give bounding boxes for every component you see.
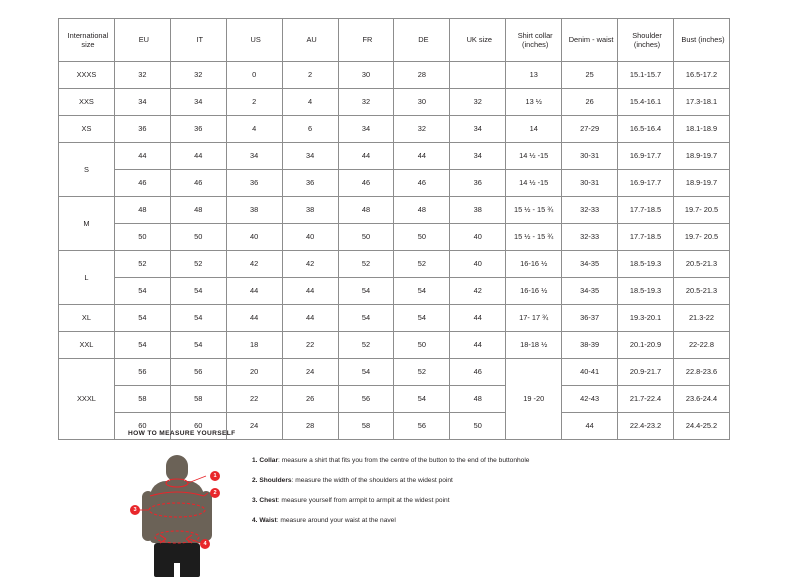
table-row	[59, 197, 730, 224]
table-row	[59, 116, 730, 143]
cell-de: 46	[394, 170, 450, 197]
cell-de: 30	[394, 89, 450, 116]
cell-eu: 54	[114, 305, 170, 332]
cell-uk-size: 50	[450, 413, 506, 440]
cell-fr: 48	[338, 197, 394, 224]
cell-shirt-collar: 16-16 ½	[506, 278, 562, 305]
cell-uk-size: 40	[450, 224, 506, 251]
callout-4-waist: 4	[200, 539, 210, 549]
cell-fr: 54	[338, 305, 394, 332]
cell-de: 32	[394, 116, 450, 143]
cell-it: 52	[170, 251, 226, 278]
cell-shirt-collar: 18-18 ½	[506, 332, 562, 359]
table-row	[59, 386, 730, 413]
cell-us: 44	[226, 305, 282, 332]
cell-denim-waist: 42-43	[562, 386, 618, 413]
cell-eu: 54	[114, 332, 170, 359]
cell-uk-size: 34	[450, 116, 506, 143]
callout-3-chest: 3	[130, 505, 140, 515]
table-body	[59, 62, 730, 440]
cell-it: 58	[170, 386, 226, 413]
cell-de: 50	[394, 332, 450, 359]
body-figure-illustration	[128, 447, 238, 577]
cell-denim-waist: 30-31	[562, 170, 618, 197]
cell-us: 18	[226, 332, 282, 359]
cell-au: 34	[282, 143, 338, 170]
cell-uk-size: 48	[450, 386, 506, 413]
cell-bust: 23.6-24.4	[673, 386, 729, 413]
table-row	[59, 224, 730, 251]
column-header-denim-waist: Denim - waist	[562, 19, 618, 62]
cell-shoulder: 18.5-19.3	[618, 278, 674, 305]
cell-fr: 34	[338, 116, 394, 143]
cell-eu: 50	[114, 224, 170, 251]
cell-shoulder: 15.4-16.1	[618, 89, 674, 116]
cell-shirt-collar: 19 -20	[506, 359, 562, 440]
cell-bust: 18.9-19.7	[673, 170, 729, 197]
cell-shirt-collar: 17- 17 ¾	[506, 305, 562, 332]
cell-uk-size: 40	[450, 251, 506, 278]
cell-shoulder: 16.9-17.7	[618, 170, 674, 197]
how-to-measure-section	[128, 430, 768, 577]
cell-shoulder: 22.4-23.2	[618, 413, 674, 440]
cell-au: 4	[282, 89, 338, 116]
table-row	[59, 89, 730, 116]
callout-1-collar: 1	[210, 471, 220, 481]
cell-bust: 18.9-19.7	[673, 143, 729, 170]
measure-instruction-collar	[252, 457, 529, 466]
cell-uk-size: 34	[450, 143, 506, 170]
column-header-bust: Bust (inches)	[673, 19, 729, 62]
cell-de: 54	[394, 305, 450, 332]
cell-international-size: XS	[59, 116, 115, 143]
cell-us: 42	[226, 251, 282, 278]
cell-au: 24	[282, 359, 338, 386]
cell-shoulder: 18.5-19.3	[618, 251, 674, 278]
cell-shirt-collar: 15 ½ - 15 ¾	[506, 197, 562, 224]
size-chart-container	[58, 18, 730, 440]
cell-denim-waist: 38-39	[562, 332, 618, 359]
cell-de: 44	[394, 143, 450, 170]
cell-it: 44	[170, 143, 226, 170]
cell-eu: 46	[114, 170, 170, 197]
cell-us: 44	[226, 278, 282, 305]
cell-uk-size: 46	[450, 359, 506, 386]
measure-text-collar: : measure a shirt that fits you from the centre of the button to the end of the buttonhole	[278, 457, 530, 464]
cell-it: 54	[170, 332, 226, 359]
cell-shoulder: 15.1-15.7	[618, 62, 674, 89]
cell-eu: 34	[114, 89, 170, 116]
cell-international-size: XXXL	[59, 359, 115, 440]
column-header-shirt-collar: Shirt collar (inches)	[506, 19, 562, 62]
cell-it: 34	[170, 89, 226, 116]
cell-denim-waist: 27-29	[562, 116, 618, 143]
cell-bust: 19.7- 20.5	[673, 224, 729, 251]
cell-fr: 56	[338, 386, 394, 413]
column-header-uk-size: UK size	[450, 19, 506, 62]
cell-de: 56	[394, 413, 450, 440]
cell-au: 38	[282, 197, 338, 224]
measure-term-waist: 4. Waist	[252, 516, 277, 524]
cell-uk-size	[450, 62, 506, 89]
cell-denim-waist: 25	[562, 62, 618, 89]
cell-international-size: S	[59, 143, 115, 197]
how-to-measure-body	[128, 447, 768, 577]
cell-fr: 54	[338, 278, 394, 305]
cell-bust: 19.7- 20.5	[673, 197, 729, 224]
cell-au: 22	[282, 332, 338, 359]
cell-us: 38	[226, 197, 282, 224]
cell-uk-size: 32	[450, 89, 506, 116]
cell-uk-size: 38	[450, 197, 506, 224]
measure-term-chest: 3. Chest	[252, 496, 278, 504]
table-header-row	[59, 19, 730, 62]
cell-fr: 52	[338, 332, 394, 359]
cell-fr: 58	[338, 413, 394, 440]
measure-term-collar: 1. Collar	[252, 457, 279, 464]
cell-shoulder: 20.1-20.9	[618, 332, 674, 359]
table-row	[59, 278, 730, 305]
cell-bust: 17.3-18.1	[673, 89, 729, 116]
column-header-it: IT	[170, 19, 226, 62]
measure-text-waist: : measure around your waist at the navel	[276, 516, 396, 524]
cell-international-size: XL	[59, 305, 115, 332]
cell-bust: 20.5-21.3	[673, 278, 729, 305]
callout-2-shoulders: 2	[210, 488, 220, 498]
cell-shoulder: 17.7-18.5	[618, 197, 674, 224]
cell-uk-size: 42	[450, 278, 506, 305]
cell-international-size: XXS	[59, 89, 115, 116]
cell-fr: 50	[338, 224, 394, 251]
cell-shoulder: 20.9-21.7	[618, 359, 674, 386]
cell-eu: 54	[114, 278, 170, 305]
table-row	[59, 332, 730, 359]
cell-eu: 58	[114, 386, 170, 413]
cell-bust: 22-22.8	[673, 332, 729, 359]
cell-denim-waist: 32-33	[562, 224, 618, 251]
table-row	[59, 143, 730, 170]
cell-fr: 30	[338, 62, 394, 89]
cell-denim-waist: 34-35	[562, 251, 618, 278]
cell-us: 22	[226, 386, 282, 413]
cell-it: 36	[170, 116, 226, 143]
cell-shoulder: 19.3-20.1	[618, 305, 674, 332]
cell-bust: 20.5-21.3	[673, 251, 729, 278]
table-row	[59, 170, 730, 197]
cell-uk-size: 36	[450, 170, 506, 197]
cell-denim-waist: 40-41	[562, 359, 618, 386]
cell-de: 54	[394, 386, 450, 413]
column-header-shoulder: Shoulder (inches)	[618, 19, 674, 62]
measure-instruction-shoulders	[252, 477, 529, 486]
table-row	[59, 305, 730, 332]
cell-denim-waist: 44	[562, 413, 618, 440]
how-to-measure-title: HOW TO MEASURE YOURSELF	[128, 430, 236, 437]
cell-au: 44	[282, 278, 338, 305]
cell-bust: 18.1-18.9	[673, 116, 729, 143]
table-header	[59, 19, 730, 62]
cell-fr: 46	[338, 170, 394, 197]
cell-au: 42	[282, 251, 338, 278]
measure-text-chest: : measure yourself from armpit to armpit at the widest point	[277, 496, 450, 504]
cell-it: 46	[170, 170, 226, 197]
cell-de: 50	[394, 224, 450, 251]
column-header-us: US	[226, 19, 282, 62]
cell-international-size: XXL	[59, 332, 115, 359]
cell-au: 36	[282, 170, 338, 197]
cell-shirt-collar: 14	[506, 116, 562, 143]
cell-eu: 48	[114, 197, 170, 224]
cell-eu: 32	[114, 62, 170, 89]
cell-us: 2	[226, 89, 282, 116]
cell-it: 48	[170, 197, 226, 224]
cell-it: 32	[170, 62, 226, 89]
cell-au: 26	[282, 386, 338, 413]
cell-us: 34	[226, 143, 282, 170]
cell-eu: 60	[114, 413, 170, 440]
cell-bust: 16.5-17.2	[673, 62, 729, 89]
cell-shirt-collar: 14 ½ -15	[506, 170, 562, 197]
cell-eu: 56	[114, 359, 170, 386]
cell-de: 48	[394, 197, 450, 224]
cell-au: 40	[282, 224, 338, 251]
cell-shoulder: 16.5-16.4	[618, 116, 674, 143]
cell-us: 20	[226, 359, 282, 386]
cell-it: 54	[170, 305, 226, 332]
cell-au: 44	[282, 305, 338, 332]
table-row	[59, 62, 730, 89]
cell-shirt-collar: 15 ½ - 15 ¾	[506, 224, 562, 251]
cell-it: 56	[170, 359, 226, 386]
cell-international-size: L	[59, 251, 115, 305]
cell-au: 28	[282, 413, 338, 440]
cell-fr: 52	[338, 251, 394, 278]
cell-de: 52	[394, 251, 450, 278]
cell-it: 54	[170, 278, 226, 305]
cell-eu: 36	[114, 116, 170, 143]
cell-shirt-collar: 13 ½	[506, 89, 562, 116]
cell-international-size: XXXS	[59, 62, 115, 89]
measure-instructions-list	[252, 447, 529, 537]
cell-shoulder: 17.7-18.5	[618, 224, 674, 251]
cell-us: 4	[226, 116, 282, 143]
cell-bust: 22.8-23.6	[673, 359, 729, 386]
table-row	[59, 251, 730, 278]
column-header-au: AU	[282, 19, 338, 62]
cell-de: 52	[394, 359, 450, 386]
cell-au: 6	[282, 116, 338, 143]
cell-shirt-collar: 13	[506, 62, 562, 89]
cell-de: 28	[394, 62, 450, 89]
cell-denim-waist: 32-33	[562, 197, 618, 224]
cell-eu: 52	[114, 251, 170, 278]
cell-fr: 44	[338, 143, 394, 170]
table-row	[59, 359, 730, 386]
cell-international-size: M	[59, 197, 115, 251]
cell-bust: 21.3-22	[673, 305, 729, 332]
column-header-eu: EU	[114, 19, 170, 62]
cell-denim-waist: 30-31	[562, 143, 618, 170]
cell-uk-size: 44	[450, 332, 506, 359]
cell-denim-waist: 36-37	[562, 305, 618, 332]
cell-it: 50	[170, 224, 226, 251]
cell-shirt-collar: 16-16 ½	[506, 251, 562, 278]
cell-fr: 54	[338, 359, 394, 386]
measure-instruction-waist	[252, 517, 529, 526]
cell-au: 2	[282, 62, 338, 89]
measure-instruction-chest	[252, 497, 529, 506]
cell-denim-waist: 34-35	[562, 278, 618, 305]
cell-us: 36	[226, 170, 282, 197]
cell-shoulder: 16.9-17.7	[618, 143, 674, 170]
column-header-international-size: International size	[59, 19, 115, 62]
cell-us: 24	[226, 413, 282, 440]
column-header-de: DE	[394, 19, 450, 62]
column-header-fr: FR	[338, 19, 394, 62]
cell-us: 40	[226, 224, 282, 251]
cell-denim-waist: 26	[562, 89, 618, 116]
cell-fr: 32	[338, 89, 394, 116]
measurement-guide-lines-icon	[128, 447, 238, 577]
cell-uk-size: 44	[450, 305, 506, 332]
measure-text-shoulders: : measure the width of the shoulders at the widest point	[291, 476, 453, 484]
cell-bust: 24.4-25.2	[673, 413, 729, 440]
measure-term-shoulders: 2. Shoulders	[252, 476, 292, 484]
size-chart-table	[58, 18, 730, 440]
cell-shirt-collar: 14 ½ -15	[506, 143, 562, 170]
cell-eu: 44	[114, 143, 170, 170]
cell-de: 54	[394, 278, 450, 305]
cell-us: 0	[226, 62, 282, 89]
cell-shoulder: 21.7-22.4	[618, 386, 674, 413]
cell-it: 60	[170, 413, 226, 440]
